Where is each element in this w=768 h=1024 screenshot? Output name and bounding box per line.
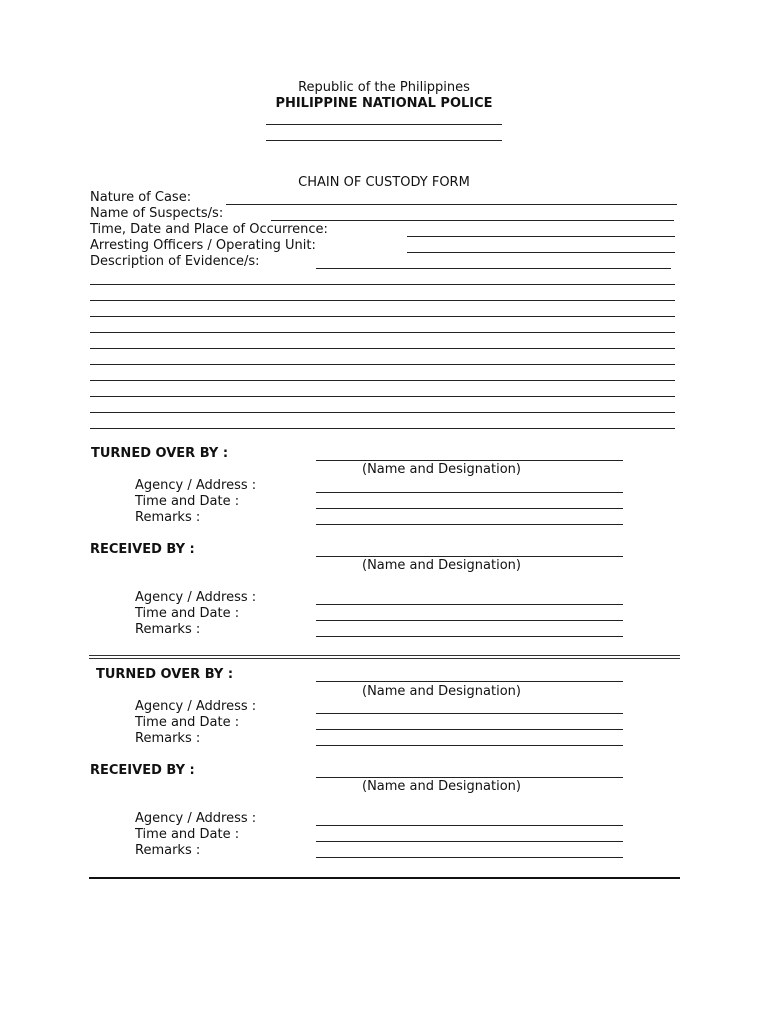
time-and-date-label: Time and Date : (135, 494, 240, 509)
remarks-label: Remarks : (135, 731, 201, 746)
time-and-date-field[interactable] (316, 841, 623, 842)
turned-over-by-label: TURNED OVER BY : (91, 446, 229, 461)
received-by-name-field[interactable] (316, 777, 623, 778)
name-designation-caption: (Name and Designation) (362, 558, 521, 573)
name-designation-caption: (Name and Designation) (362, 779, 521, 794)
time-date-place-field[interactable] (407, 236, 675, 237)
bottom-rule (89, 877, 680, 879)
received-by-label: RECEIVED BY : (90, 542, 195, 557)
remarks-field[interactable] (316, 857, 623, 858)
turned-over-by-name-field[interactable] (316, 460, 623, 461)
agency-address-field[interactable] (316, 492, 623, 493)
name-designation-caption: (Name and Designation) (362, 684, 521, 699)
evidence-line[interactable] (90, 428, 675, 429)
time-and-date-field[interactable] (316, 729, 623, 730)
time-and-date-label: Time and Date : (135, 715, 240, 730)
received-by-name-field[interactable] (316, 556, 623, 557)
evidence-line[interactable] (90, 316, 675, 317)
remarks-label: Remarks : (135, 622, 201, 637)
arresting-officers-label: Arresting Officers / Operating Unit: (90, 238, 316, 253)
evidence-line[interactable] (90, 380, 675, 381)
agency-address-label: Agency / Address : (135, 590, 257, 605)
evidence-line[interactable] (90, 300, 675, 301)
time-and-date-label: Time and Date : (135, 827, 240, 842)
remarks-field[interactable] (316, 524, 623, 525)
section-divider (89, 655, 680, 659)
evidence-line[interactable] (90, 348, 675, 349)
evidence-line[interactable] (90, 284, 675, 285)
time-and-date-field[interactable] (316, 620, 623, 621)
agency-address-label: Agency / Address : (135, 699, 257, 714)
agency-address-label: Agency / Address : (135, 811, 257, 826)
office-line-2[interactable] (266, 140, 502, 141)
suspects-field[interactable] (271, 220, 674, 221)
evidence-label: Description of Evidence/s: (90, 254, 260, 269)
remarks-field[interactable] (316, 745, 623, 746)
turned-over-by-name-field[interactable] (316, 681, 623, 682)
remarks-field[interactable] (316, 636, 623, 637)
nature-of-case-label: Nature of Case: (90, 190, 192, 205)
time-and-date-label: Time and Date : (135, 606, 240, 621)
received-by-label: RECEIVED BY : (90, 763, 195, 778)
arresting-officers-field[interactable] (407, 252, 675, 253)
evidence-line[interactable] (90, 364, 675, 365)
time-and-date-field[interactable] (316, 508, 623, 509)
evidence-line[interactable] (90, 412, 675, 413)
form-title: CHAIN OF CUSTODY FORM (298, 175, 470, 190)
evidence-line[interactable] (90, 332, 675, 333)
evidence-field[interactable] (316, 268, 671, 269)
agency-address-field[interactable] (316, 604, 623, 605)
name-designation-caption: (Name and Designation) (362, 462, 521, 477)
nature-of-case-field[interactable] (226, 204, 677, 205)
office-line-1[interactable] (266, 124, 502, 125)
time-date-place-label: Time, Date and Place of Occurrence: (90, 222, 328, 237)
suspects-label: Name of Suspects/s: (90, 206, 224, 221)
agency-address-label: Agency / Address : (135, 478, 257, 493)
remarks-label: Remarks : (135, 843, 201, 858)
evidence-line[interactable] (90, 396, 675, 397)
remarks-label: Remarks : (135, 510, 201, 525)
agency-address-field[interactable] (316, 713, 623, 714)
agency-address-field[interactable] (316, 825, 623, 826)
turned-over-by-label: TURNED OVER BY : (96, 667, 234, 682)
republic-header: Republic of the Philippines (298, 80, 470, 95)
agency-header: PHILIPPINE NATIONAL POLICE (275, 96, 493, 111)
